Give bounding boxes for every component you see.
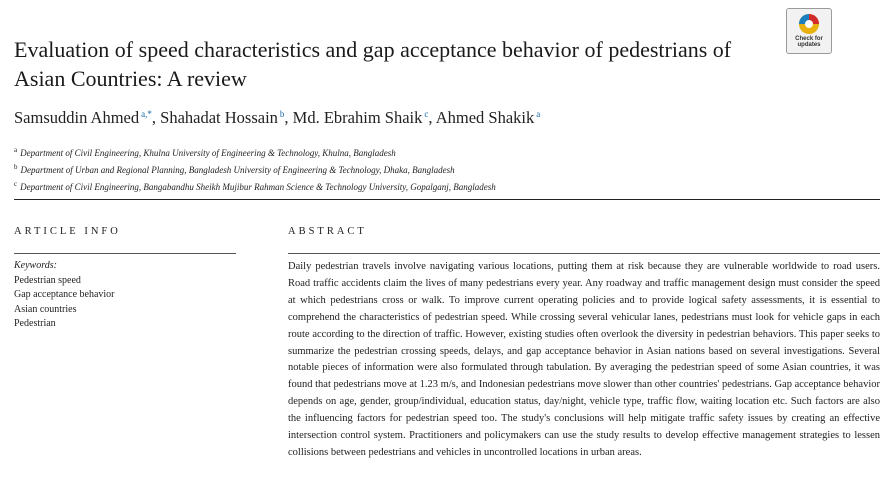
author-name[interactable]: Md. Ebrahim Shaik [292, 108, 423, 127]
author-name[interactable]: Shahadat Hossain [160, 108, 278, 127]
author-affil-mark[interactable]: c [424, 108, 429, 119]
header-divider [14, 199, 880, 200]
keyword-item: Asian countries [14, 303, 77, 315]
abstract-text: Daily pedestrian travels involve navigating various locations, putting them at risk because they are vulnerable worldwide to road users. Road traffic accidents claim the lives of many pedestrians every year. Any roadway and traffic management design must consider the speed at which pedestrians cross or walk. To improve current operating policies and to provide logical safety assessments, it is essential to comprehend the characteristics of pedestrian speed. While crossing several vehicular lanes, pedestrians must look for vehicle gaps in each route according to the direction of traffic. However, existing studies often overlook the diversity in pedestrian behaviors. This paper seeks to summarize the pedestrian crossing speeds, delays, and gap acceptance behavior in Asian nations based on several investigations. Several notable pieces of information were also formulated through tabulation. By averaging the pedestrian speed of some Asian countries, it was found that pedestrians move at 1.23 m/s, and Indonesian pedestrians move slower than other countries' pedestrians. Gap acceptance behavior depends on age, gender, group/individual, education status, day/night, vehicle type, traffic flow, waiting location etc. Such factors are also the influencing factors for pedestrian speed too. The study's conclusions will help mitigate traffic safety issues by creating an effective intersection control system. Practitioners and policymakers can use the study results to develop effective management strategies to lessen collisions between pedestrians and vehicles in uncontrolled locations in urban areas. [288, 261, 880, 458]
check-for-updates-icon [797, 13, 821, 35]
article-info-divider [14, 253, 236, 254]
affiliation-item: $^a$ Department of Civil Engineering, Khulna University of Engineering & Technology, Khulna, Bangladesh [14, 146, 396, 158]
keywords-label: Keywords: [14, 260, 57, 271]
author-affil-mark[interactable]: b [279, 108, 285, 119]
paper-title: Evaluation of speed characteristics and gap acceptance behavior of pedestrians of Asian Countries: A review [14, 37, 732, 91]
abstract-heading: ABSTRACT [288, 226, 367, 237]
author-affil-mark[interactable]: a [536, 108, 541, 119]
badge-label: Check for updates [795, 36, 823, 48]
keyword-item: Pedestrian speed [14, 274, 81, 286]
abstract-divider [288, 253, 880, 254]
author-affil-mark[interactable]: a,* [141, 108, 152, 119]
author-list: Samsuddin Ahmed $^{a,*}$, Shahadat Hossain $^b$, Md. Ebrahim Shaik $^c$, Ahmed Shakik $^a$ [14, 108, 541, 127]
keyword-item: Pedestrian [14, 318, 56, 329]
affiliation-item: $^b$ Department of Urban and Regional Planning, Bangladesh University of Engineering & Technology, Dhaka, Bangladesh [14, 163, 455, 175]
article-info-heading: ARTICLE INFO [14, 226, 121, 237]
check-for-updates-badge[interactable] [786, 8, 832, 54]
affiliation-item: $^c$ Department of Civil Engineering, Bangabandhu Sheikh Mujibur Rahman Science & Technology University, Gopalganj, Bangladesh [14, 180, 496, 192]
author-name[interactable]: Ahmed Shakik [435, 108, 535, 127]
affiliation-list [14, 143, 496, 194]
author-name[interactable]: Samsuddin Ahmed [14, 108, 140, 127]
keyword-item: Gap acceptance behavior [14, 289, 115, 300]
keywords-block [14, 259, 115, 332]
